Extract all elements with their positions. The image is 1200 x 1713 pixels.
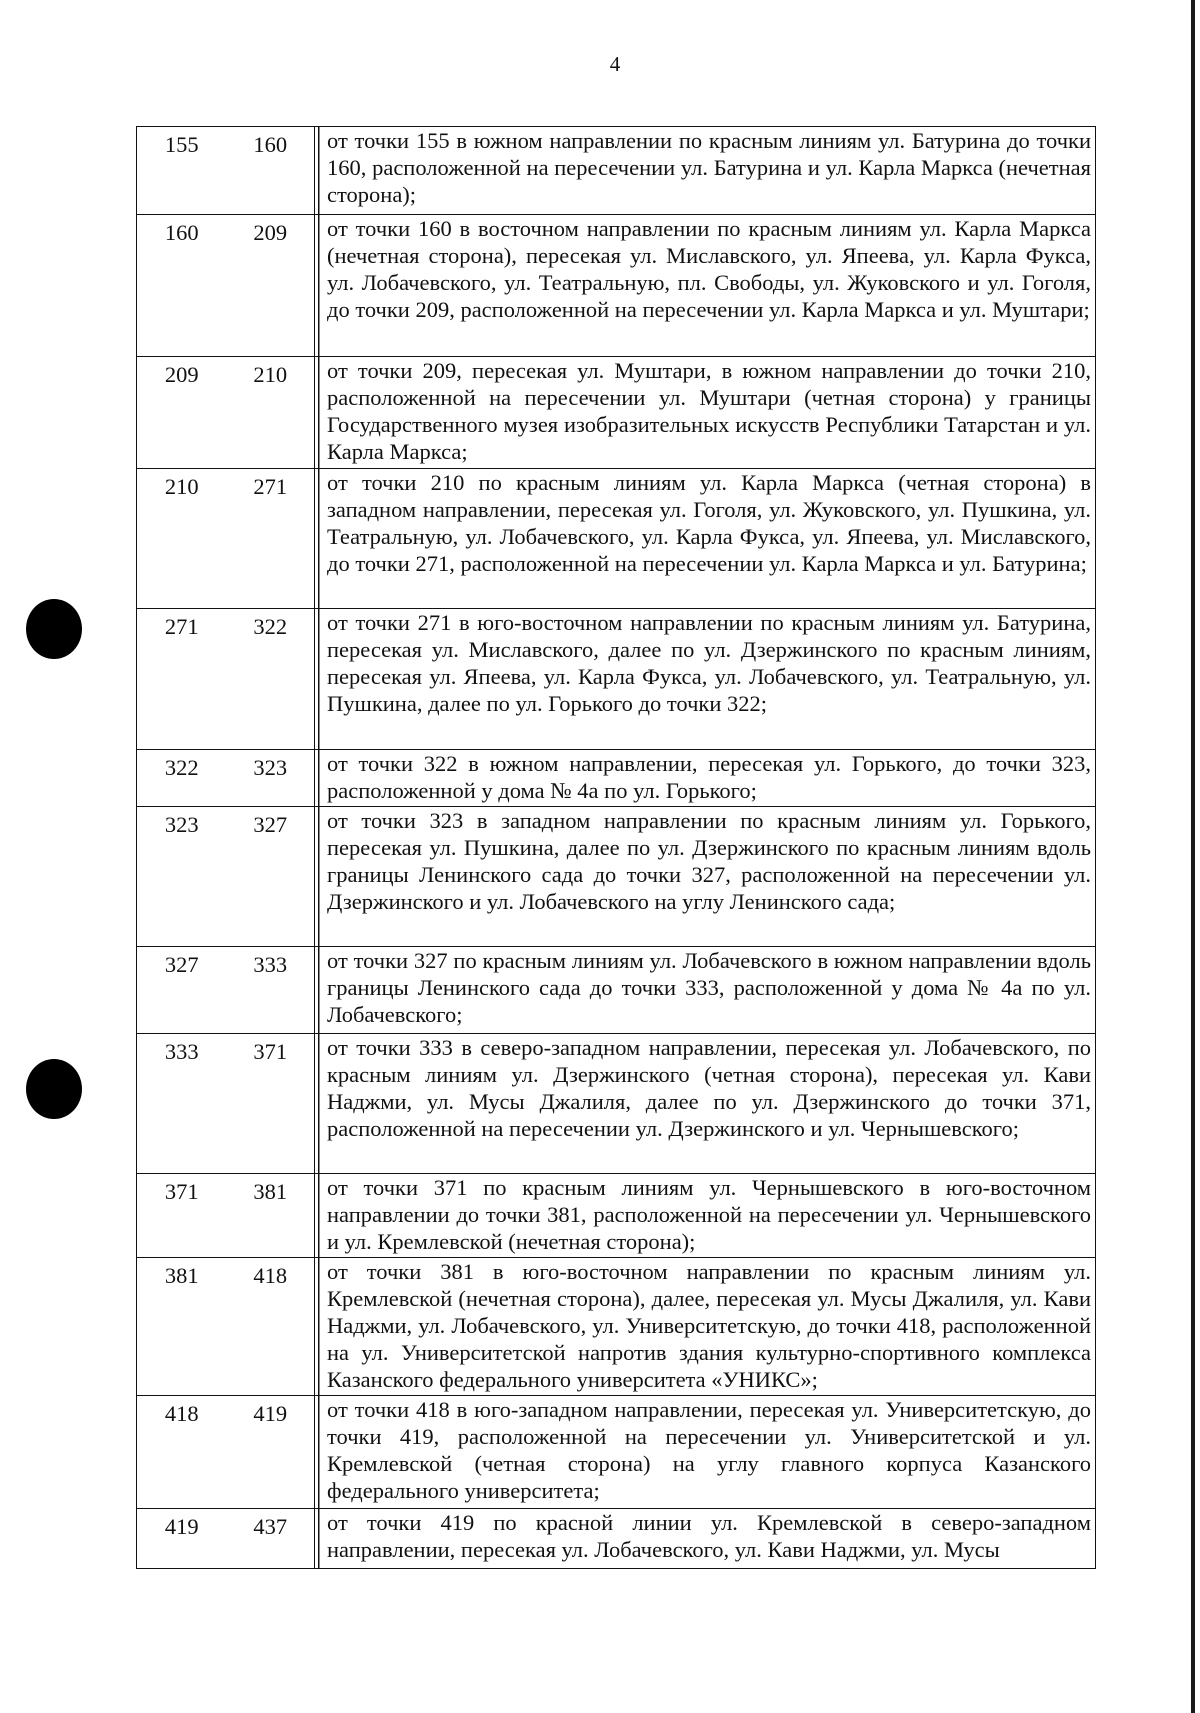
to-point: 371 [227, 1034, 315, 1174]
to-point: 333 [227, 947, 315, 1034]
table-row [137, 947, 1096, 1034]
to-point: 381 [227, 1174, 315, 1258]
table-row [137, 1509, 1096, 1569]
route-description: от точки 419 по красной линии ул. Кремлевской в северо-западном направлении, пересекая ул. Лобачевского, ул. Кави Наджми, ул. Мусы [315, 1509, 1096, 1569]
from-point: 333 [137, 1034, 227, 1174]
to-point: 418 [227, 1258, 315, 1396]
from-point: 155 [137, 127, 227, 215]
to-point: 271 [227, 469, 315, 609]
route-description: от точки 333 в северо-западном направлении, пересекая ул. Лобачевского, по красным линиям ул. Дзержинского (четная сторона), пересекая ул. Кави Наджми, ул. Мусы Джалиля, далее по ул. Дзержинского до точки 371, расположенной на пересечении ул. Дзержинского и ул. Чернышевского; [315, 1034, 1096, 1174]
to-point: 160 [227, 127, 315, 215]
to-point: 322 [227, 609, 315, 750]
to-point: 210 [227, 357, 315, 469]
from-point: 210 [137, 469, 227, 609]
table-row [137, 609, 1096, 750]
route-description: от точки 155 в южном направлении по красным линиям ул. Батурина до точки 160, расположенной на пересечении ул. Батурина и ул. Карла Маркса (нечетная сторона); [315, 127, 1096, 215]
route-description: от точки 209, пересекая ул. Муштари, в южном направлении до точки 210, расположенной на пересечении ул. Муштари (четная сторона) у границы Государственного музея изобразительных искусств Республики Татарстан и ул. Карла Маркса; [315, 357, 1096, 469]
route-description: от точки 327 по красным линиям ул. Лобачевского в южном направлении вдоль границы Ленинского сада до точки 333, расположенной у дома № 4а по ул. Лобачевского; [315, 947, 1096, 1034]
punch-hole-top [26, 599, 82, 659]
table-row [137, 215, 1096, 357]
route-description: от точки 160 в восточном направлении по красным линиям ул. Карла Маркса (нечетная сторона), пересекая ул. Миславского, ул. Япеева, ул. Карла Фукса, ул. Лобачевского, ул. Театральную, пл. Свободы, ул. Жуковского и ул. Гоголя, до точки 209, расположенной на пересечении ул. Карла Маркса и ул. Муштари; [315, 215, 1096, 357]
table-row [137, 750, 1096, 807]
from-point: 371 [137, 1174, 227, 1258]
route-description: от точки 381 в юго-восточном направлении по красным линиям ул. Кремлевской (нечетная сторона), далее, пересекая ул. Мусы Джалиля, ул. Кави Наджми, ул. Лобачевского, ул. Университетскую, до точки 418, расположенной на ул. Университетской напротив здания культурно-спортивного комплекса Казанского федерального университета «УНИКС»; [315, 1258, 1096, 1396]
route-description: от точки 210 по красным линиям ул. Карла Маркса (четная сторона) в западном направлении, пересекая ул. Гоголя, ул. Жуковского, ул. Пушкина, ул. Театральную, ул. Лобачевского, ул. Карла Фукса, ул. Япеева, ул. Миславского, до точки 271, расположенной на пересечении ул. Карла Маркса и ул. Батурина; [315, 469, 1096, 609]
route-description: от точки 418 в юго-западном направлении, пересекая ул. Университетскую, до точки 419, расположенной на пересечении ул. Университетской и ул. Кремлевской (четная сторона) на углу главного корпуса Казанского федерального университета; [315, 1396, 1096, 1509]
route-description: от точки 271 в юго-восточном направлении по красным линиям ул. Батурина, пересекая ул. Миславского, далее по ул. Дзержинского по красным линиям, пересекая ул. Япеева, ул. Карла Фукса, ул. Лобачевского, ул. Театральную, ул. Пушкина, далее по ул. Горького до точки 322; [315, 609, 1096, 750]
to-point: 419 [227, 1396, 315, 1509]
page-number: 4 [609, 52, 621, 76]
punch-hole-bottom [26, 1059, 82, 1119]
table-row [137, 807, 1096, 947]
to-point: 323 [227, 750, 315, 807]
from-point: 160 [137, 215, 227, 357]
from-point: 271 [137, 609, 227, 750]
table-row [137, 357, 1096, 469]
to-point: 437 [227, 1509, 315, 1569]
route-table [136, 126, 1096, 1569]
from-point: 327 [137, 947, 227, 1034]
route-description: от точки 371 по красным линиям ул. Чернышевского в юго-восточном направлении до точки 381, расположенной на пересечении ул. Чернышевского и ул. Кремлевской (нечетная сторона); [315, 1174, 1096, 1258]
from-point: 381 [137, 1258, 227, 1396]
table-row [137, 1396, 1096, 1509]
table-row [137, 1034, 1096, 1174]
from-point: 418 [137, 1396, 227, 1509]
table-row [137, 1258, 1096, 1396]
route-description: от точки 322 в южном направлении, пересекая ул. Горького, до точки 323, расположенной у дома № 4а по ул. Горького; [315, 750, 1096, 807]
table-row [137, 127, 1096, 215]
from-point: 419 [137, 1509, 227, 1569]
from-point: 209 [137, 357, 227, 469]
to-point: 327 [227, 807, 315, 947]
table-row [137, 469, 1096, 609]
to-point: 209 [227, 215, 315, 357]
table-row [137, 1174, 1096, 1258]
route-description: от точки 323 в западном направлении по красным линиям ул. Горького, пересекая ул. Пушкина, далее по ул. Дзержинского по красным линиям вдоль границы Ленинского сада до точки 327, расположенной на пересечении ул. Дзержинского и ул. Лобачевского на углу Ленинского сада; [315, 807, 1096, 947]
from-point: 323 [137, 807, 227, 947]
from-point: 322 [137, 750, 227, 807]
